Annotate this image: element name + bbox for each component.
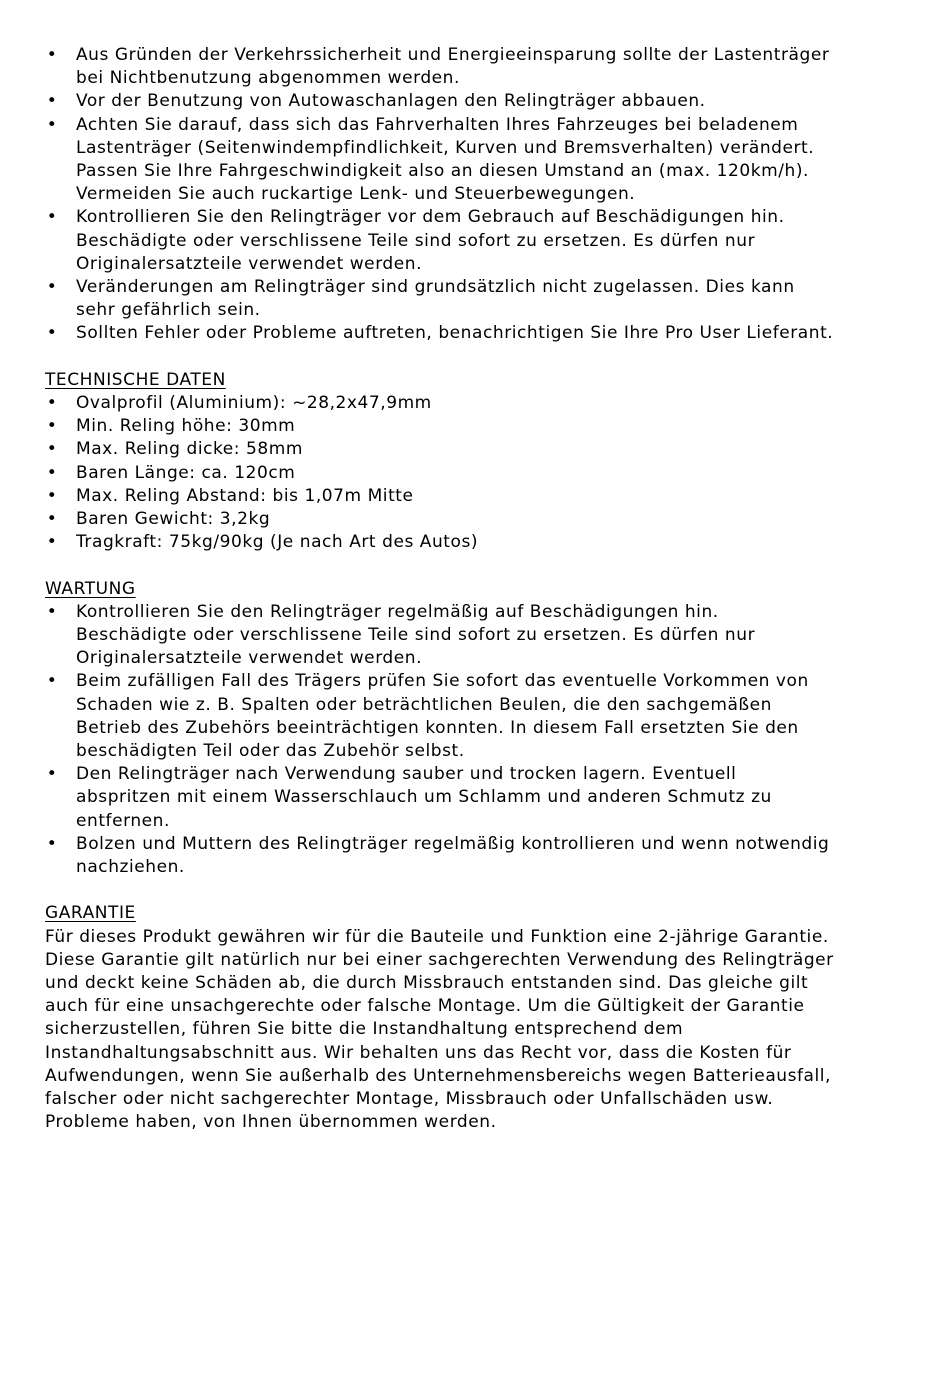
bullet-icon: •: [46, 833, 58, 854]
list-item-text: Ovalprofil (Aluminium): ~28,2x47,9mm: [76, 393, 432, 414]
list-item: [45, 462, 835, 485]
list-item: [45, 531, 835, 554]
garantie-heading: GARANTIE: [45, 903, 136, 924]
list-item: [45, 438, 835, 461]
bullet-icon: •: [46, 114, 58, 135]
list-item: [45, 601, 835, 671]
garantie-paragraph: Für dieses Produkt gewähren wir für die Bauteile und Funktion eine 2-jährige Garantie. Diese Garantie gilt natürlich nur bei einer sachgerechten Verwendung des Relingträger und deckt keine Schäden ab, die durch Missbrauch entstanden sind. Das gleiche gilt auch für eine unsachgerechte oder falsche Montage. Um die Gültigkeit der Garantie sicherzustellen, führen Sie bitte die Instandhaltung entsprechend dem Instandhaltungsabschnitt aus. Wir behalten uns das Recht vor, dass die Kosten für Aufwendungen, wenn Sie außerhalb des Unternehmensbereichs wegen Batterieausfall, falscher oder nicht sachgerechter Montage, Missbrauch oder Unfallschäden usw. Probleme haben, von Ihnen übernommen werden.: [45, 926, 834, 1133]
bullet-icon: •: [46, 439, 58, 460]
bullet-icon: •: [46, 277, 58, 298]
bullet-icon: •: [46, 91, 58, 112]
list-item: [45, 485, 835, 508]
bullet-icon: •: [46, 509, 58, 530]
bullet-icon: •: [46, 601, 58, 622]
list-item-text: Baren Gewicht: 3,2kg: [76, 509, 271, 530]
list-item-text: Tragkraft: 75kg/90kg (Je nach Art des Autos): [76, 532, 479, 553]
list-item: [45, 763, 835, 833]
bullet-icon: •: [46, 207, 58, 228]
document-page: [45, 44, 835, 1135]
list-item-text: Kontrollieren Sie den Relingträger vor dem Gebrauch auf Beschädigungen hin. Beschädigte oder verschlissene Teile sind sofort zu ersetzen. Es dürfen nur Originalersatzteile verwendet werden.: [76, 207, 785, 274]
list-item: [45, 670, 835, 763]
list-item-text: Beim zufälligen Fall des Trägers prüfen Sie sofort das eventuelle Vorkommen von Schaden wie z. B. Spalten oder beträchtlichen Beulen, die den sachgemäßen Betrieb des Zubehörs beeinträchtigen konnten. In diesem Fall ersetzten Sie den beschädigten Teil oder das Zubehör selbst.: [76, 671, 809, 762]
bullet-icon: •: [46, 671, 58, 692]
list-item: [45, 276, 835, 322]
bullet-icon: •: [46, 485, 58, 506]
list-item-text: Aus Gründen der Verkehrssicherheit und Energieeinsparung sollte der Lastenträger bei Nichtbenutzung abgenommen werden.: [76, 45, 830, 89]
bullet-icon: •: [46, 764, 58, 785]
technische-daten-heading: TECHNISCHE DATEN: [45, 369, 226, 390]
list-item-text: Min. Reling höhe: 30mm: [76, 416, 296, 437]
list-item: [45, 392, 835, 415]
list-item: [45, 44, 835, 90]
list-item: [45, 114, 835, 207]
list-item-text: Baren Länge: ca. 120cm: [76, 462, 296, 483]
list-item-text: Kontrollieren Sie den Relingträger regelmäßig auf Beschädigungen hin. Beschädigte oder verschlissene Teile sind sofort zu ersetzen. Es dürfen nur Originalersatzteile verwendet werden.: [76, 601, 756, 669]
list-item: [45, 90, 835, 113]
list-item: [45, 833, 835, 879]
wartung-heading: WARTUNG: [45, 578, 136, 599]
bullet-icon: •: [46, 323, 58, 344]
bullet-icon: •: [46, 393, 58, 414]
bullet-icon: •: [46, 416, 58, 437]
list-item-text: Max. Reling Abstand: bis 1,07m Mitte: [76, 485, 414, 506]
bullet-icon: •: [46, 462, 58, 483]
list-item-text: Den Relingträger nach Verwendung sauber und trocken lagern. Eventuell abspritzen mit einem Wasserschlauch um Schlamm und anderen Schmutz zu entfernen.: [76, 764, 772, 831]
technische-daten-list: [45, 392, 835, 554]
bullet-icon: •: [46, 532, 58, 553]
list-item: [45, 322, 835, 345]
list-item-text: Bolzen und Muttern des Relingträger regelmäßig kontrollieren und wenn notwendig nachziehen.: [76, 833, 830, 878]
list-item-text: Vor der Benutzung von Autowaschanlagen den Relingträger abbauen.: [76, 91, 706, 112]
intro-bullet-list: [45, 44, 835, 346]
list-item-text: Max. Reling dicke: 58mm: [76, 439, 303, 460]
bullet-icon: •: [46, 45, 58, 65]
list-item: [45, 508, 835, 531]
list-item-text: Veränderungen am Relingträger sind grundsätzlich nicht zugelassen. Dies kann sehr gefährlich sein.: [76, 277, 795, 321]
list-item-text: Sollten Fehler oder Probleme auftreten, benachrichtigen Sie Ihre Pro User Lieferant.: [76, 323, 834, 344]
list-item: [45, 206, 835, 276]
wartung-list: [45, 601, 835, 879]
list-item-text: Achten Sie darauf, dass sich das Fahrverhalten Ihres Fahrzeuges bei beladenem Lastenträger (Seitenwindempfindlichkeit, Kurven und Bremsverhalten) verändert. Passen Sie Ihre Fahrgeschwindigkeit also an diesen Umstand an (max. 120km/h). Vermeiden Sie auch ruckartige Lenk- und Steuerbewegungen.: [76, 114, 815, 205]
list-item: [45, 415, 835, 438]
